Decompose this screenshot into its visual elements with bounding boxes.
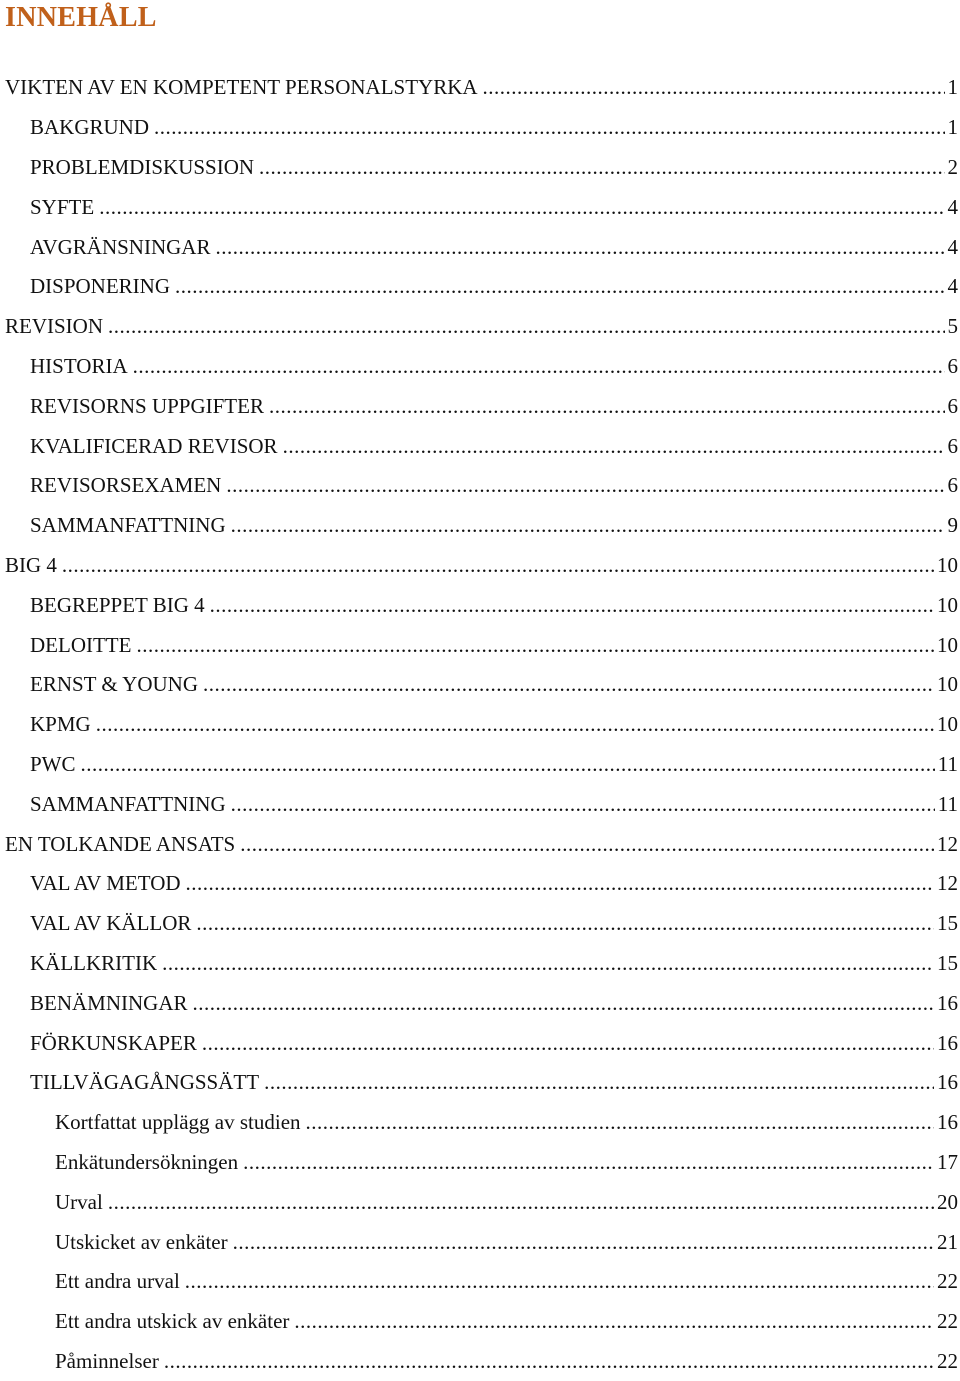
toc-entry-page-number: 10 [937,714,960,735]
toc-entry[interactable] [0,1302,960,1342]
toc-entry[interactable] [0,1023,960,1063]
dot-leader [185,1271,934,1292]
toc-entry-title: SAMMANFATTNING [30,794,228,815]
toc-entry-page-number: 5 [948,316,960,337]
toc-entry-title: Utskicket av enkäter [55,1232,230,1253]
toc-entry[interactable] [0,983,960,1023]
toc-entry-page-number: 16 [937,993,960,1014]
toc-entry[interactable] [0,784,960,824]
dot-leader [81,754,935,775]
toc-entry[interactable] [0,426,960,466]
toc-entry-page-number: 11 [938,754,960,775]
toc-entry[interactable] [0,1222,960,1262]
toc-entry[interactable] [0,625,960,665]
toc-entry-page-number: 16 [937,1112,960,1133]
toc-entry-title: Ett andra utskick av enkäter [55,1311,291,1332]
toc-entry-page-number: 10 [937,674,960,695]
toc-entry-page-number: 4 [948,276,960,297]
toc-entry[interactable] [0,745,960,785]
dot-leader [203,674,934,695]
toc-entry[interactable] [0,904,960,944]
toc-entry[interactable] [0,585,960,625]
dot-leader [231,794,935,815]
toc-entry-title: BIG 4 [5,555,59,576]
toc-entry-page-number: 10 [937,595,960,616]
dot-leader [62,555,934,576]
toc-entry-page-number: 6 [948,356,960,377]
toc-entry-title: KVALIFICERAD REVISOR [30,436,280,457]
dot-leader [193,993,935,1014]
toc-entry-page-number: 12 [937,873,960,894]
toc-entry[interactable] [0,824,960,864]
toc-entry-title: EN TOLKANDE ANSATS [5,834,237,855]
dot-leader [196,913,934,934]
toc-entry[interactable] [0,1063,960,1103]
toc-entry-title: VAL AV KÄLLOR [30,913,193,934]
toc-entry-title: PWC [30,754,78,775]
toc-entry[interactable] [0,944,960,984]
dot-leader [133,356,945,377]
dot-leader [483,77,945,98]
toc-entry-title: KPMG [30,714,93,735]
toc-entry[interactable] [0,68,960,108]
toc-entry[interactable] [0,148,960,188]
toc-entry-title: SYFTE [30,197,96,218]
toc-entry-page-number: 10 [937,555,960,576]
toc-entry[interactable] [0,386,960,426]
toc-entry[interactable] [0,227,960,267]
dot-leader [226,475,944,496]
dot-leader [202,1033,934,1054]
toc-entry-page-number: 20 [937,1192,960,1213]
toc-entry-page-number: 12 [937,834,960,855]
toc-entry-page-number: 17 [937,1152,960,1173]
toc-entry-title: REVISORSEXAMEN [30,475,223,496]
toc-entry[interactable] [0,864,960,904]
toc-entry-title: BAKGRUND [30,117,151,138]
toc-entry-page-number: 2 [948,157,960,178]
toc-entry-title: Enkätundersökningen [55,1152,240,1173]
toc-entry-page-number: 6 [948,396,960,417]
dot-leader [269,396,945,417]
toc-entry-title: Ett andra urval [55,1271,182,1292]
toc-entry[interactable] [0,267,960,307]
toc-entry-title: Påminnelser [55,1351,161,1372]
dot-leader [306,1112,934,1133]
dot-leader [108,316,945,337]
dot-leader [96,714,934,735]
table-of-contents [0,68,960,1381]
toc-entry-page-number: 1 [948,77,960,98]
toc-entry[interactable] [0,108,960,148]
dot-leader [175,276,944,297]
toc-entry-page-number: 10 [937,635,960,656]
toc-entry[interactable] [0,187,960,227]
toc-entry[interactable] [0,347,960,387]
toc-entry[interactable] [0,466,960,506]
dot-leader [162,953,934,974]
toc-entry-page-number: 9 [948,515,960,536]
toc-entry[interactable] [0,1182,960,1222]
dot-leader [215,237,944,258]
toc-entry[interactable] [0,1262,960,1302]
toc-entry-page-number: 6 [948,436,960,457]
dot-leader [294,1311,934,1332]
dot-leader [136,635,934,656]
dot-leader [210,595,934,616]
dot-leader [99,197,944,218]
toc-entry-title: BENÄMNINGAR [30,993,190,1014]
dot-leader [259,157,944,178]
toc-entry[interactable] [0,1143,960,1183]
toc-entry-page-number: 6 [948,475,960,496]
dot-leader [186,873,934,894]
toc-entry-page-number: 4 [948,197,960,218]
toc-entry-page-number: 16 [937,1033,960,1054]
toc-heading: INNEHÅLL [5,2,157,34]
dot-leader [231,515,945,536]
toc-entry-title: Kortfattat upplägg av studien [55,1112,303,1133]
dot-leader [240,834,934,855]
toc-entry-page-number: 21 [937,1232,960,1253]
dot-leader [108,1192,934,1213]
toc-entry-page-number: 15 [937,953,960,974]
toc-entry-page-number: 11 [938,794,960,815]
toc-entry[interactable] [0,665,960,705]
toc-entry-title: REVISORNS UPPGIFTER [30,396,266,417]
toc-entry-title: VAL AV METOD [30,873,183,894]
toc-entry-title: Urval [55,1192,105,1213]
toc-entry-page-number: 16 [937,1072,960,1093]
toc-entry[interactable] [0,506,960,546]
toc-entry-page-number: 1 [948,117,960,138]
toc-entry-title: TILLVÄGAGÅNGSSÄTT [30,1072,261,1093]
toc-entry[interactable] [0,705,960,745]
toc-entry-title: KÄLLKRITIK [30,953,159,974]
dot-leader [243,1152,934,1173]
dot-leader [264,1072,934,1093]
toc-entry[interactable] [0,546,960,586]
toc-entry-title: DELOITTE [30,635,133,656]
toc-entry-page-number: 15 [937,913,960,934]
toc-entry-title: AVGRÄNSNINGAR [30,237,212,258]
toc-entry-title: BEGREPPET BIG 4 [30,595,207,616]
dot-leader [283,436,945,457]
toc-entry-title: FÖRKUNSKAPER [30,1033,199,1054]
toc-entry[interactable] [0,1342,960,1381]
toc-entry-title: REVISION [5,316,105,337]
toc-entry-page-number: 4 [948,237,960,258]
toc-entry-page-number: 22 [937,1311,960,1332]
toc-entry-title: ERNST & YOUNG [30,674,200,695]
dot-leader [233,1232,934,1253]
toc-entry[interactable] [0,1103,960,1143]
toc-entry[interactable] [0,307,960,347]
toc-entry-title: HISTORIA [30,356,130,377]
dot-leader [154,117,944,138]
toc-entry-title: DISPONERING [30,276,172,297]
toc-entry-title: SAMMANFATTNING [30,515,228,536]
toc-entry-title: VIKTEN AV EN KOMPETENT PERSONALSTYRKA [5,77,480,98]
toc-entry-title: PROBLEMDISKUSSION [30,157,256,178]
toc-entry-page-number: 22 [937,1351,960,1372]
toc-entry-page-number: 22 [937,1271,960,1292]
